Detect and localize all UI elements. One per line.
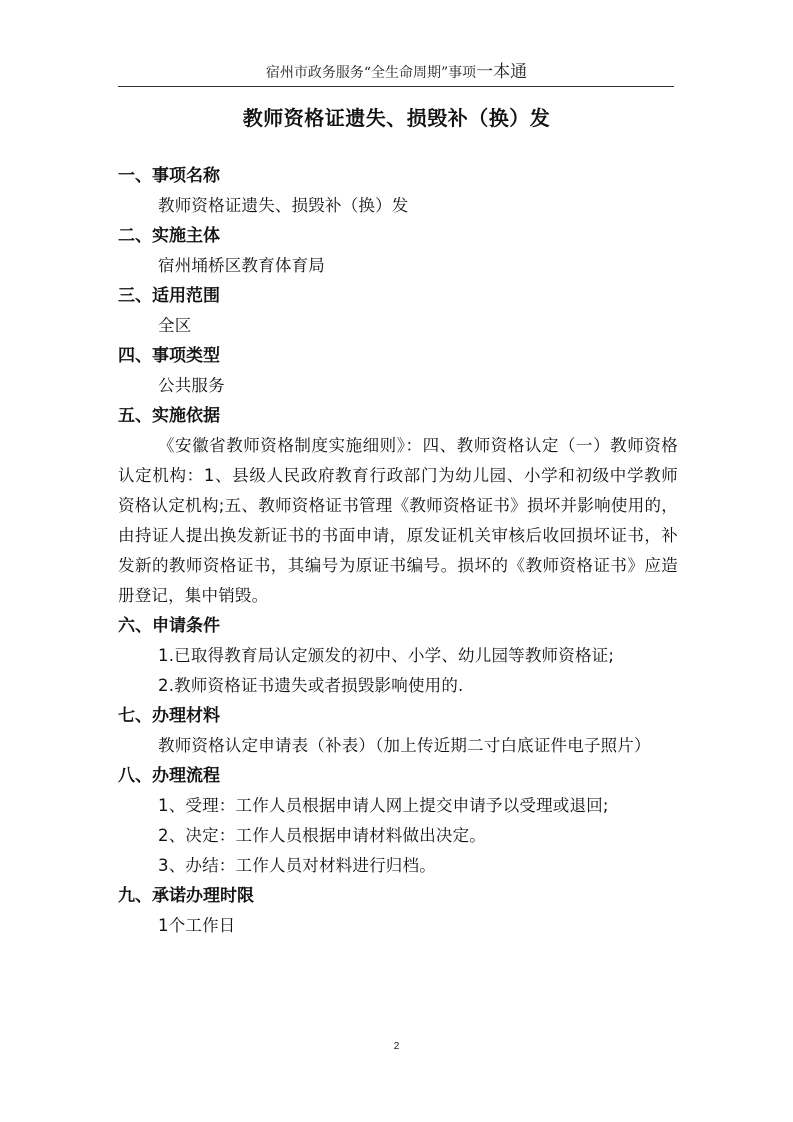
scope-text: 全区 <box>158 316 192 335</box>
condition-line: 2.教师资格证书遗失或者损毁影响使用的. <box>158 676 464 695</box>
time-limit-text: 1个工作日 <box>158 916 236 935</box>
section-heading-legal-basis: 五、实施依据 <box>118 406 220 426</box>
section-heading-process: 八、办理流程 <box>118 766 220 786</box>
section-heading-conditions: 六、申请条件 <box>118 616 220 636</box>
section-heading-materials: 七、办理材料 <box>118 706 220 726</box>
section-heading-implementer: 二、实施主体 <box>118 226 220 246</box>
materials-paragraph: 教师资格认定申请表（补表）（加上传近期二寸白底证件电子照片） <box>158 736 651 755</box>
document-title: 教师资格证遗失、损毁补（换）发 <box>242 106 551 130</box>
page-number: 2 <box>393 1041 400 1052</box>
section-heading-item-type: 四、事项类型 <box>118 346 220 366</box>
running-header <box>100 62 693 83</box>
process-step: 1、受理：工作人员根据申请人网上提交申请予以受理或退回; <box>158 796 609 815</box>
section-heading-scope: 三、适用范围 <box>118 286 220 306</box>
item-name-text: 教师资格证遗失、损毁补（换）发 <box>158 196 409 215</box>
section-heading-time-limit: 九、承诺办理时限 <box>118 886 254 906</box>
process-step: 2、决定：工作人员根据申请材料做出决定。 <box>158 826 486 845</box>
legal-basis-paragraph: 《安徽省教师资格制度实施细则》：四、教师资格认定（一）教师资格认定机构：1、县级人民政府教育行政部门为幼儿园、小学和初级中学教师资格认定机构;五、教师资格证书管理《教师资格证书》损坏并影响使用的，由持证人提出换发新证书的书面申请，原发证机关审核后收回损坏证书，补发新的教师资格证书，其编号为原证书编号。损坏的《教师资格证书》应造册登记，集中销毁。 <box>118 436 678 605</box>
condition-line: 1.已取得教育局认定颁发的初中、小学、幼儿园等教师资格证; <box>158 646 615 665</box>
implementer-text: 宿州埇桥区教育体育局 <box>158 256 325 275</box>
running-header-text: 宿州市政务服务“全生命周期”事项 <box>265 65 477 81</box>
document-body <box>118 161 678 941</box>
item-type-text: 公共服务 <box>158 376 225 395</box>
header-rule <box>118 86 674 87</box>
section-heading-item-name: 一、事项名称 <box>118 166 220 186</box>
running-header-text-large: 一本通 <box>476 62 528 82</box>
process-step: 3、办结：工作人员对材料进行归档。 <box>158 856 436 875</box>
